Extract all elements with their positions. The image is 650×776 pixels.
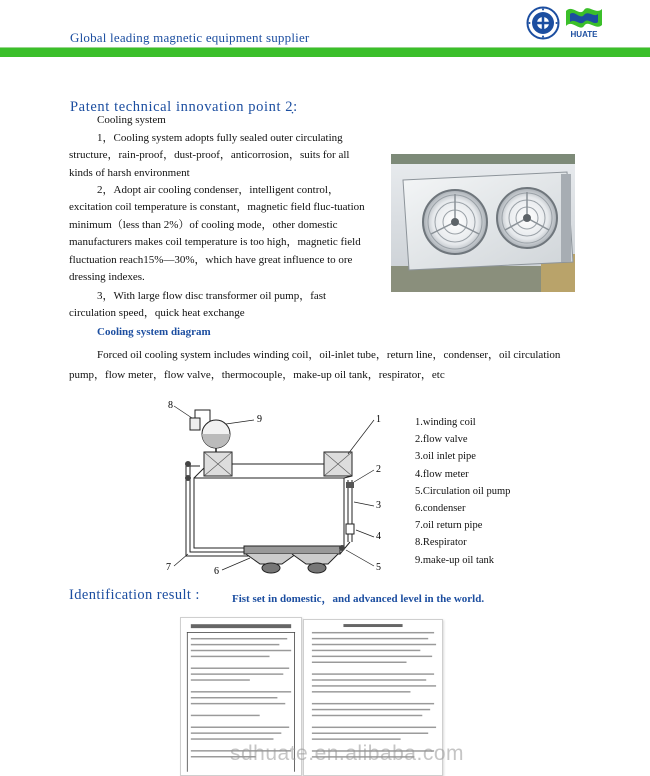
callout-1: 1	[376, 414, 381, 425]
cooling-system-diagram	[160, 392, 400, 578]
cooling-diagram-label: Cooling system diagram	[97, 326, 211, 338]
huate-brand-logo	[562, 5, 606, 39]
diagram-legend	[415, 414, 510, 569]
legend-item: 5.Circulation oil pump	[415, 485, 511, 497]
legend-item: 6.condenser	[415, 502, 466, 514]
patent-heading: Patent technical innovation point 2̣:	[70, 99, 298, 115]
cooling-point-3: 3，With large flow disc transformer oil pump，fast circulation speed，quick heat exchange	[69, 290, 327, 320]
legend-item: 1.winding coil	[415, 417, 476, 428]
callout-5: 5	[376, 562, 381, 573]
header-green-bar	[0, 48, 650, 57]
legend-item: 8.Respirator	[415, 537, 467, 549]
callout-8: 8	[168, 400, 173, 411]
legend-item: 7.oil return pipe	[415, 520, 483, 532]
identification-heading: Identification result :	[69, 587, 200, 603]
identification-result-text: Fist set in domestic，and advanced level in the world.	[232, 593, 485, 605]
legend-item: 4.flow meter	[415, 468, 469, 480]
header-tagline: Global leading magnetic equipment supplier	[70, 30, 310, 45]
cooling-system-subheading: Cooling system	[97, 114, 166, 126]
callout-4: 4	[376, 531, 381, 542]
company-seal-logo	[526, 6, 560, 40]
cooling-point-1: 1，Cooling system adopts fully sealed outer circulating structure，rain-proof，dust-proof，anticorrosion，suits for all kinds of harsh environment	[69, 132, 350, 179]
cooling-point-2: 2，Adopt air cooling condenser，intelligent control，excitation coil temperature is constant，magnetic field fluc-tuation minimum（less than 2%）of cooling mode，other domestic manufacturers makes coil temperature is too high，magnetic field fluctuation reach15%—30%，which have great influence to ore dressing indexes.	[69, 184, 365, 284]
logo-text: HUATE	[570, 30, 598, 39]
callout-6: 6	[214, 566, 219, 577]
callout-7: 7	[166, 562, 171, 573]
legend-item: 9.make-up oil tank	[415, 554, 495, 566]
legend-item: 2.flow valve	[415, 434, 468, 446]
air-cooling-condenser-photo	[391, 154, 575, 292]
callout-3: 3	[376, 500, 381, 511]
cooling-diagram-description: Forced oil cooling system includes winding coil，oil-inlet tube，return line，condenser，oil circulation pump，flow meter，flow valve，thermocouple，make-up oil tank，respirator，etc	[69, 349, 561, 381]
callout-2: 2	[376, 464, 381, 475]
site-watermark: sdhuate.en.alibaba.com	[230, 742, 464, 765]
callout-9: 9	[257, 414, 262, 425]
legend-item: 3.oil inlet pipe	[415, 451, 476, 463]
